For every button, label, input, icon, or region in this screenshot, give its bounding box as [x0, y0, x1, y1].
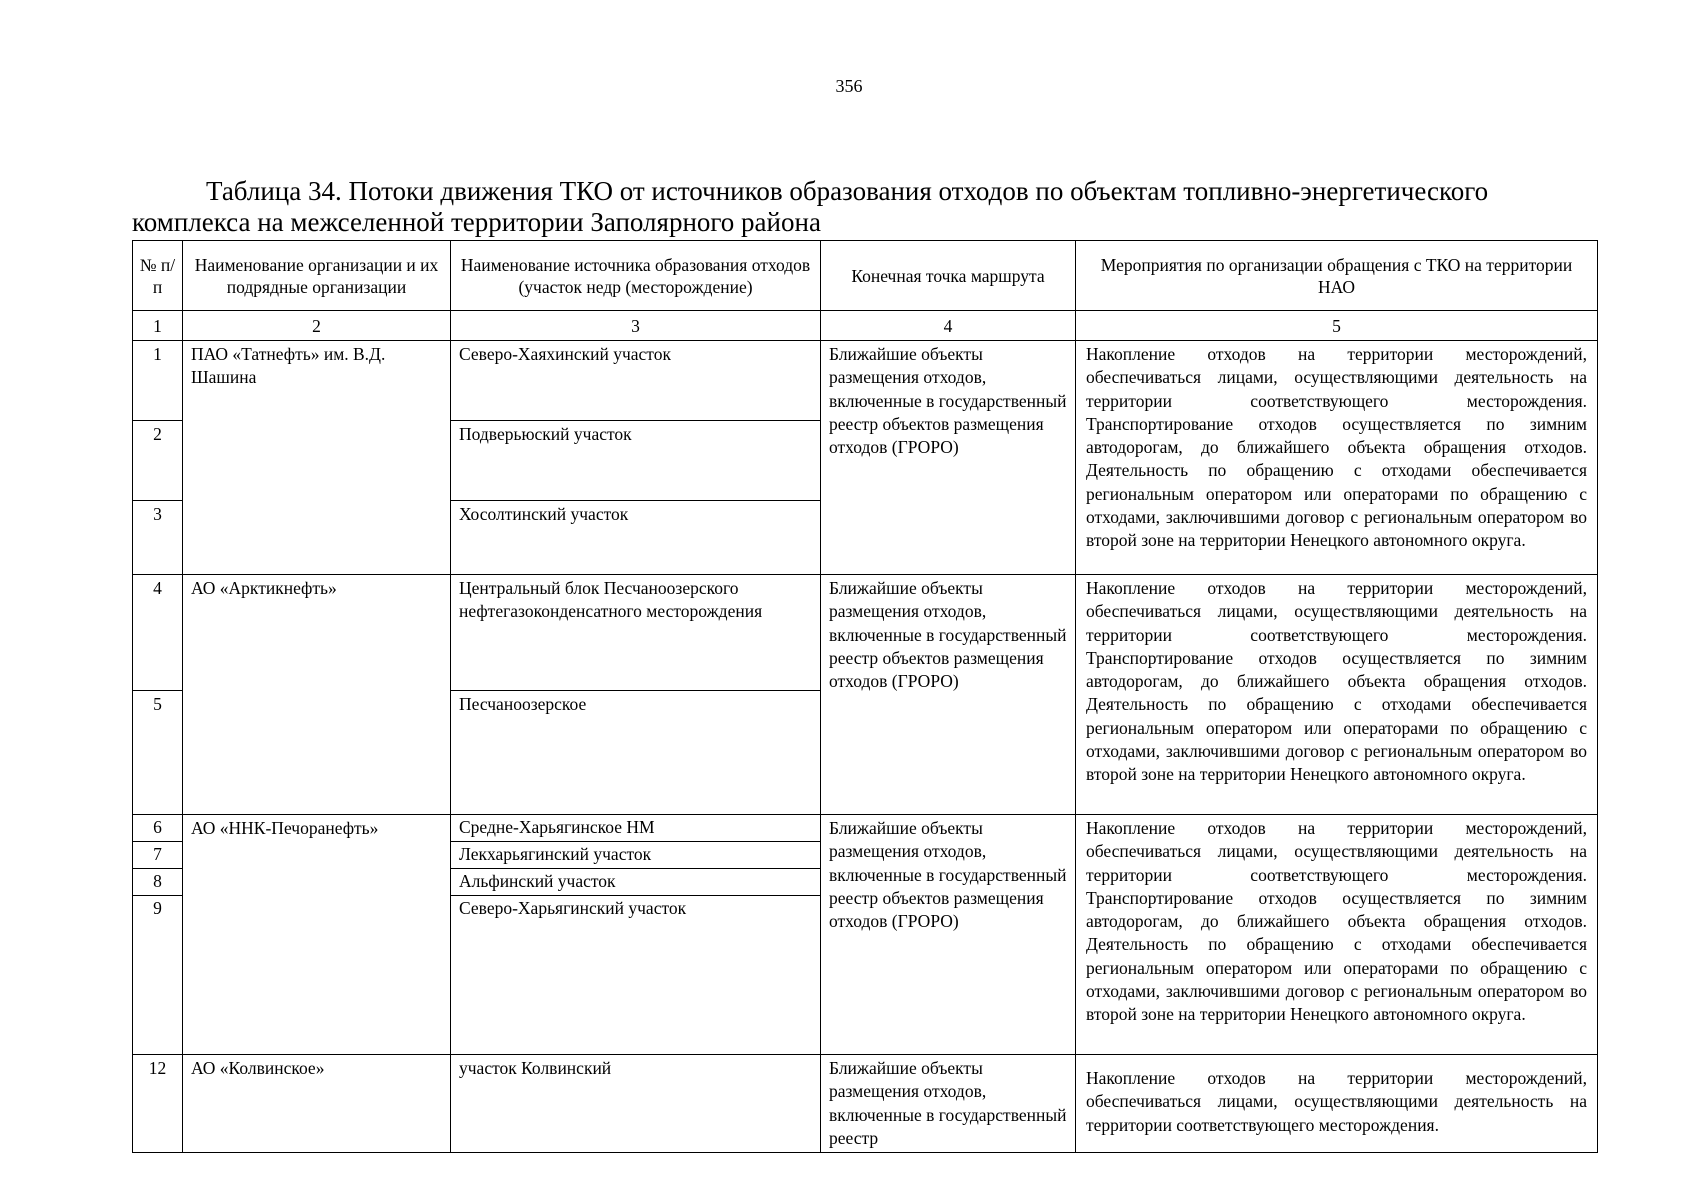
- row-number: 3: [133, 501, 183, 575]
- row-number: 5: [133, 691, 183, 815]
- source-cell: Северо-Харьягинский участок: [451, 896, 821, 1055]
- row-number: 8: [133, 869, 183, 896]
- table-title: Таблица 34. Потоки движения ТКО от источников образования отходов по объектам топливно-энергетического комплекса на межселенной территории Заполярного района: [132, 176, 1489, 237]
- table-row: [133, 815, 1598, 842]
- source-cell: Центральный блок Песчаноозерского нефтегазоконденсатного месторождения: [451, 575, 821, 691]
- source-cell: Хосолтинский участок: [451, 501, 821, 575]
- table-row: [133, 341, 1598, 421]
- header-endpoint: Конечная точка маршрута: [821, 241, 1076, 311]
- column-index-row: [133, 311, 1598, 341]
- measures-cell: Накопление отходов на территории месторождений, обеспечиваться лицами, осуществляющими деятельность на территории соответствующего месторождения. Транспортирование отходов осуществляется по зимним автодорогам, до ближайшего объекта обращения отходов. Деятельность по обращению с отходами обеспечивается региональным оператором или операторами по обращению с отходами, заключившими договор с региональным оператором во второй зоне на территории Ненецкого автономного округа.: [1076, 815, 1598, 1055]
- endpoint-cell: Ближайшие объекты размещения отходов, включенные в государственный реестр объектов размещения отходов (ГРОРО): [821, 341, 1076, 575]
- source-cell: Средне-Харьягинское НМ: [451, 815, 821, 842]
- table-row: [133, 575, 1598, 691]
- organization-cell: АО «ННК-Печоранефть»: [183, 815, 451, 1055]
- row-number: 1: [133, 341, 183, 421]
- measures-cell: Накопление отходов на территории месторождений, обеспечиваться лицами, осуществляющими деятельность на территории соответствующего месторождения.: [1076, 1055, 1598, 1153]
- row-number: 6: [133, 815, 183, 842]
- column-index: 5: [1076, 311, 1598, 341]
- column-index: 1: [133, 311, 183, 341]
- measures-cell: Накопление отходов на территории месторождений, обеспечиваться лицами, осуществляющими деятельность на территории соответствующего месторождения. Транспортирование отходов осуществляется по зимним автодорогам, до ближайшего объекта обращения отходов. Деятельность по обращению с отходами обеспечивается региональным оператором или операторами по обращению с отходами, заключившими договор с региональным оператором во второй зоне на территории Ненецкого автономного округа.: [1076, 575, 1598, 815]
- waste-flow-table: [132, 240, 1598, 1153]
- table-row: [133, 1055, 1598, 1153]
- source-cell: Подверьюский участок: [451, 421, 821, 501]
- column-index: 2: [183, 311, 451, 341]
- row-number: 4: [133, 575, 183, 691]
- source-cell: Северо-Хаяхинский участок: [451, 341, 821, 421]
- endpoint-cell: Ближайшие объекты размещения отходов, включенные в государственный реестр: [821, 1055, 1076, 1153]
- endpoint-cell: Ближайшие объекты размещения отходов, включенные в государственный реестр объектов размещения отходов (ГРОРО): [821, 815, 1076, 1055]
- header-measures: Мероприятия по организации обращения с ТКО на территории НАО: [1076, 241, 1598, 311]
- organization-cell: ПАО «Татнефть» им. В.Д. Шашина: [183, 341, 451, 575]
- measures-cell: Накопление отходов на территории месторождений, обеспечиваться лицами, осуществляющими деятельность на территории соответствующего месторождения. Транспортирование отходов осуществляется по зимним автодорогам, до ближайшего объекта обращения отходов. Деятельность по обращению с отходами обеспечивается региональным оператором или операторами по обращению с отходами, заключившими договор с региональным оператором во второй зоне на территории Ненецкого автономного округа.: [1076, 341, 1598, 575]
- organization-cell: АО «Арктикнефть»: [183, 575, 451, 815]
- row-number: 12: [133, 1055, 183, 1153]
- source-cell: Песчаноозерское: [451, 691, 821, 815]
- row-number: 7: [133, 842, 183, 869]
- column-index: 4: [821, 311, 1076, 341]
- column-index: 3: [451, 311, 821, 341]
- source-cell: Альфинский участок: [451, 869, 821, 896]
- header-org: Наименование организации и их подрядные организации: [183, 241, 451, 311]
- header-source: Наименование источника образования отходов (участок недр (месторождение): [451, 241, 821, 311]
- organization-cell: АО «Колвинское»: [183, 1055, 451, 1153]
- header-num: № п/п: [133, 241, 183, 311]
- row-number: 2: [133, 421, 183, 501]
- header-row: [133, 241, 1598, 311]
- row-number: 9: [133, 896, 183, 1055]
- endpoint-cell: Ближайшие объекты размещения отходов, включенные в государственный реестр объектов размещения отходов (ГРОРО): [821, 575, 1076, 815]
- page-number: 356: [835, 76, 863, 96]
- source-cell: Лекхарьягинский участок: [451, 842, 821, 869]
- source-cell: участок Колвинский: [451, 1055, 821, 1153]
